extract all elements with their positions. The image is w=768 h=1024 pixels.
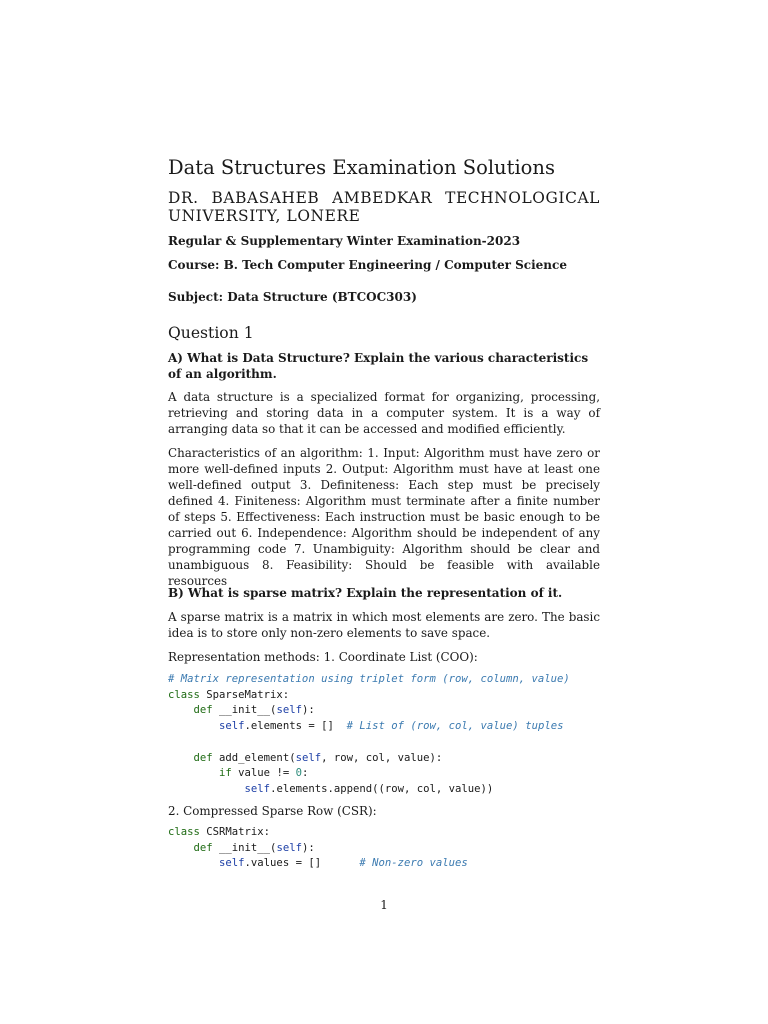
part-b-paragraph-2: Representation methods: 1. Coordinate List (COO):: [168, 650, 478, 664]
code-text: value !=: [231, 767, 296, 780]
code-comment: # Matrix representation using triplet form (row, column, value): [168, 673, 570, 685]
part-a-paragraph-1: A data structure is a specialized format for organizing, processing, retrieving and storing data in a computer system. It is a way of arranging data so that it can be accessed and modified efficiently.: [168, 390, 600, 436]
code-text: .elements.append((row, col, value)): [270, 782, 494, 795]
part-a-paragraph-2: Characteristics of an algorithm: 1. Input: Algorithm must have zero or more well-defined inputs 2. Output: Algorithm must have at least one well-defined output 3. Definiteness: Each step must be precisely defined 4. Finiteness: Algorithm must terminate after a finite number of steps 5. Effectiveness: Each instruction must be basic enough to be carried out 6. Independence: Algorithm should be independent of any programming code 7. Unambiguity: Algorithm should be clear and unambiguous 8. Feasibility: Should be feasible with available resources: [168, 446, 600, 588]
part-b-paragraph-1: A sparse matrix is a matrix in which most elements are zero. The basic idea is to store only non-zero elements to save space.: [168, 610, 600, 640]
code-self: self: [219, 720, 245, 733]
code-self: self: [276, 841, 302, 854]
university-name: DR. BABASAHEB AMBEDKAR TECHNOLOGICAL UNIVERSITY, LONERE: [168, 189, 600, 225]
course-line: Course: B. Tech Computer Engineering / Computer Science: [168, 258, 567, 272]
code-comment: # Non-zero values: [359, 857, 468, 870]
code-block-sparse-matrix: [168, 672, 600, 798]
code-self: self: [295, 751, 322, 764]
code-method: __init__(: [212, 704, 277, 717]
code-text: ):: [301, 704, 315, 717]
code-class-name: CSRMatrix:: [199, 826, 271, 838]
code-keyword: def: [193, 751, 213, 764]
code-keyword: def: [193, 841, 213, 854]
code-keyword: class: [168, 826, 200, 838]
code-comment: # List of (row, col, value) tuples: [346, 720, 564, 733]
code-text: , row, col, value):: [321, 751, 443, 764]
exam-line: Regular & Supplementary Winter Examination-2023: [168, 234, 521, 248]
page-number: 1: [380, 898, 388, 912]
part-b-item-2: 2. Compressed Sparse Row (CSR):: [168, 804, 377, 818]
code-method: add_element(: [212, 751, 296, 764]
code-text: .elements = []: [244, 720, 334, 733]
document-title: Data Structures Examination Solutions: [168, 156, 555, 179]
code-self: self: [276, 704, 302, 717]
code-keyword: class: [168, 688, 200, 701]
question-heading: Question 1: [168, 324, 254, 342]
code-method: __init__(: [212, 841, 277, 854]
document-page: [168, 0, 600, 1024]
code-number: 0: [295, 767, 302, 780]
code-self: self: [219, 857, 245, 870]
part-b-heading: B) What is sparse matrix? Explain the representation of it.: [168, 586, 563, 600]
code-text: ):: [301, 841, 315, 854]
code-text: :: [301, 767, 309, 780]
part-a-heading: A) What is Data Structure? Explain the various characteristics of an algorithm.: [168, 351, 589, 381]
code-text: .values = []: [244, 857, 322, 870]
subject-line: Subject: Data Structure (BTCOC303): [168, 290, 417, 304]
code-block-csr-matrix: [168, 825, 600, 872]
code-self: self: [244, 782, 271, 795]
code-keyword: def: [193, 704, 213, 717]
code-keyword: if: [219, 767, 232, 780]
code-class-name: SparseMatrix:: [199, 688, 290, 701]
